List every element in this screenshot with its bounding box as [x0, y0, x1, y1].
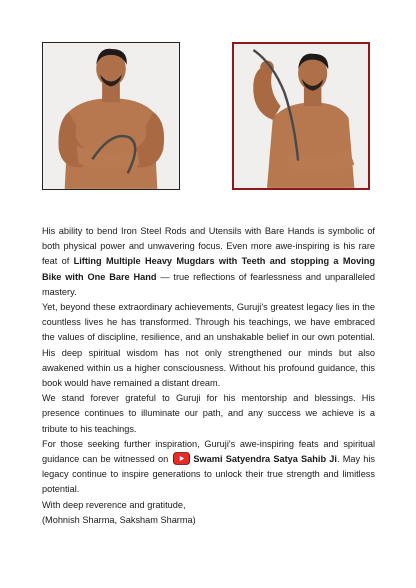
feats-highlight: Lifting Multiple Heavy Mugdars with Teeth and stopping a Moving Bike with One Bare Hand — [42, 256, 375, 282]
paragraph-inspiration — [42, 437, 375, 498]
paragraph-legacy: Yet, beyond these extraordinary achievements, Guruji's greatest legacy lies in the countless lives he has transformed. Through his teachings, we have embraced the values of discipline, resilience, and an unshakable belief in our own potential. His deep spiritual wisdom has not only strengthened our minds but also awakened within us a higher consciousness. Without his profound guidance, this book would have remained a distant dream. — [42, 302, 375, 389]
photo-rod-bending-left — [42, 42, 180, 190]
photo-rod-bending-right — [232, 42, 370, 190]
man-bending-rod-photo — [43, 43, 179, 189]
youtube-channel-name[interactable]: Swami Satyendra Satya Sahib Ji — [193, 454, 337, 465]
paragraph-gratitude: We stand forever grateful to Guruji for his mentorship and blessings. His presence continues to illuminate our path, and any success we achieve is a tribute to his teachings. — [42, 393, 375, 434]
tribute-text — [42, 224, 375, 528]
inspiration-text: For those seeking further inspiration, Guruji's awe-inspiring feats and spiritual guidance can be witnessed on — [42, 438, 375, 465]
closing-line: With deep reverence and gratitude, — [42, 499, 186, 510]
signature-names: (Mohnish Sharma, Saksham Sharma) — [42, 514, 196, 525]
man-bending-rod-overhead-photo — [234, 44, 368, 188]
inspiration-text-end: . May his legacy continue to inspire generations to unlock their true strength and limitless potential. — [42, 454, 375, 495]
feats-text: His ability to bend Iron Steel Rods and Utensils with Bare Hands is symbolic of both physical power and unwavering focus. Even more awe-inspiring is his rare feat of — [42, 226, 375, 267]
youtube-icon[interactable] — [173, 452, 190, 465]
feats-text-end: — true reflections of fearlessness and unparalleled mastery. — [42, 271, 376, 297]
paragraph-feats — [42, 224, 375, 300]
